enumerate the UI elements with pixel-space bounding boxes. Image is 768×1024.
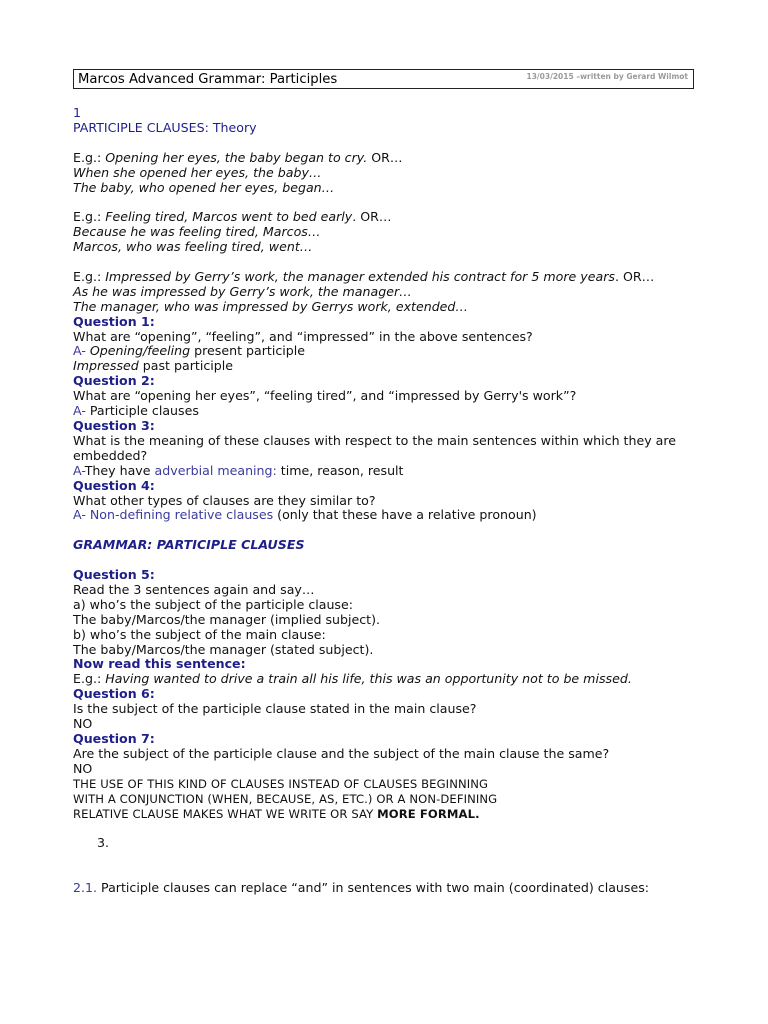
document-byline: 13/03/2015 –written by Gerard Wilmot [526,72,688,81]
example-3-alt-1: As he was impressed by Gerry’s work, the manager… [73,283,412,299]
question-1-answer-2: Impressed past participle [73,358,233,374]
question-2-title: Question 2: [73,373,155,389]
question-6-text: Is the subject of the participle clause stated in the main clause? [73,701,477,717]
example-2-alt-2: Marcos, who was feeling tired, went… [73,239,313,255]
formality-note-line-3: RELATIVE CLAUSE MAKES WHAT WE WRITE OR SAY MORE FORMAL. [73,806,480,821]
example-2: E.g.: Feeling tired, Marcos went to bed early. OR… [73,209,392,225]
formality-note-line-2: WITH A CONJUNCTION (WHEN, BECAUSE, AS, ETC.) OR A NON-DEFINING [73,791,498,806]
example-3: E.g.: Impressed by Gerry’s work, the manager extended his contract for 5 more years. OR… [73,268,655,284]
example-1-alt-1: When she opened her eyes, the baby… [73,164,322,180]
grammar-example: E.g.: Having wanted to drive a train all his life, this was an opportunity not to be missed. [73,671,632,687]
question-3-text: What is the meaning of these clauses with respect to the main sentences within which they are embedded? [73,432,677,463]
question-5-line-3: The baby/Marcos/the manager (implied subject). [73,611,381,627]
example-3-alt-2: The manager, who was impressed by Gerrys work, extended… [73,298,469,314]
question-7-title: Question 7: [73,730,155,746]
question-2-answer: A- Participle clauses [73,403,199,419]
question-5-line-5: The baby/Marcos/the manager (stated subject). [73,641,374,657]
example-2-alt-1: Because he was feeling tired, Marcos… [73,224,321,240]
document-header [73,69,694,89]
question-7-text: Are the subject of the participle clause and the subject of the main clause the same? [73,745,610,761]
question-4-text: What other types of clauses are they similar to? [73,492,376,508]
now-read-heading: Now read this sentence: [73,656,246,672]
question-2-text: What are “opening her eyes”, “feeling tired”, and “impressed by Gerry's work”? [73,388,577,404]
document-title: Marcos Advanced Grammar: Participles [78,72,338,87]
section-number: 1 [73,105,82,120]
example-1: E.g.: Opening her eyes, the baby began to cry. OR… [73,149,403,165]
question-6-title: Question 6: [73,686,155,702]
question-7-answer: NO [73,760,93,776]
question-3-answer: A-They have adverbial meaning: time, reason, result [73,462,404,478]
question-1-title: Question 1: [73,313,155,329]
question-1-answer: A- Opening/feeling present participle [73,343,306,359]
grammar-heading: GRAMMAR: PARTICIPLE CLAUSES [73,537,305,553]
section-3-number: 3. [97,835,110,851]
question-3-title: Question 3: [73,417,155,433]
question-5-line-4: b) who’s the subject of the main clause: [73,626,326,642]
subsection-2-1: 2.1. Participle clauses can replace “and” in sentences with two main (coordinated) clauses: [73,880,650,895]
question-1-text: What are “opening”, “feeling”, and “impressed” in the above sentences? [73,328,533,344]
question-4-title: Question 4: [73,477,155,493]
section-heading: PARTICIPLE CLAUSES: Theory [73,119,257,135]
question-5-line-2: a) who’s the subject of the participle clause: [73,596,353,612]
question-4-answer: A- Non-defining relative clauses (only that these have a relative pronoun) [73,507,537,523]
document-body [73,106,693,896]
question-6-answer: NO [73,716,93,732]
question-5-line-1: Read the 3 sentences again and say… [73,581,315,597]
question-5-title: Question 5: [73,567,155,583]
formality-note-line-1: THE USE OF THIS KIND OF CLAUSES INSTEAD OF CLAUSES BEGINNING [73,776,489,791]
example-1-alt-2: The baby, who opened her eyes, began… [73,179,335,195]
